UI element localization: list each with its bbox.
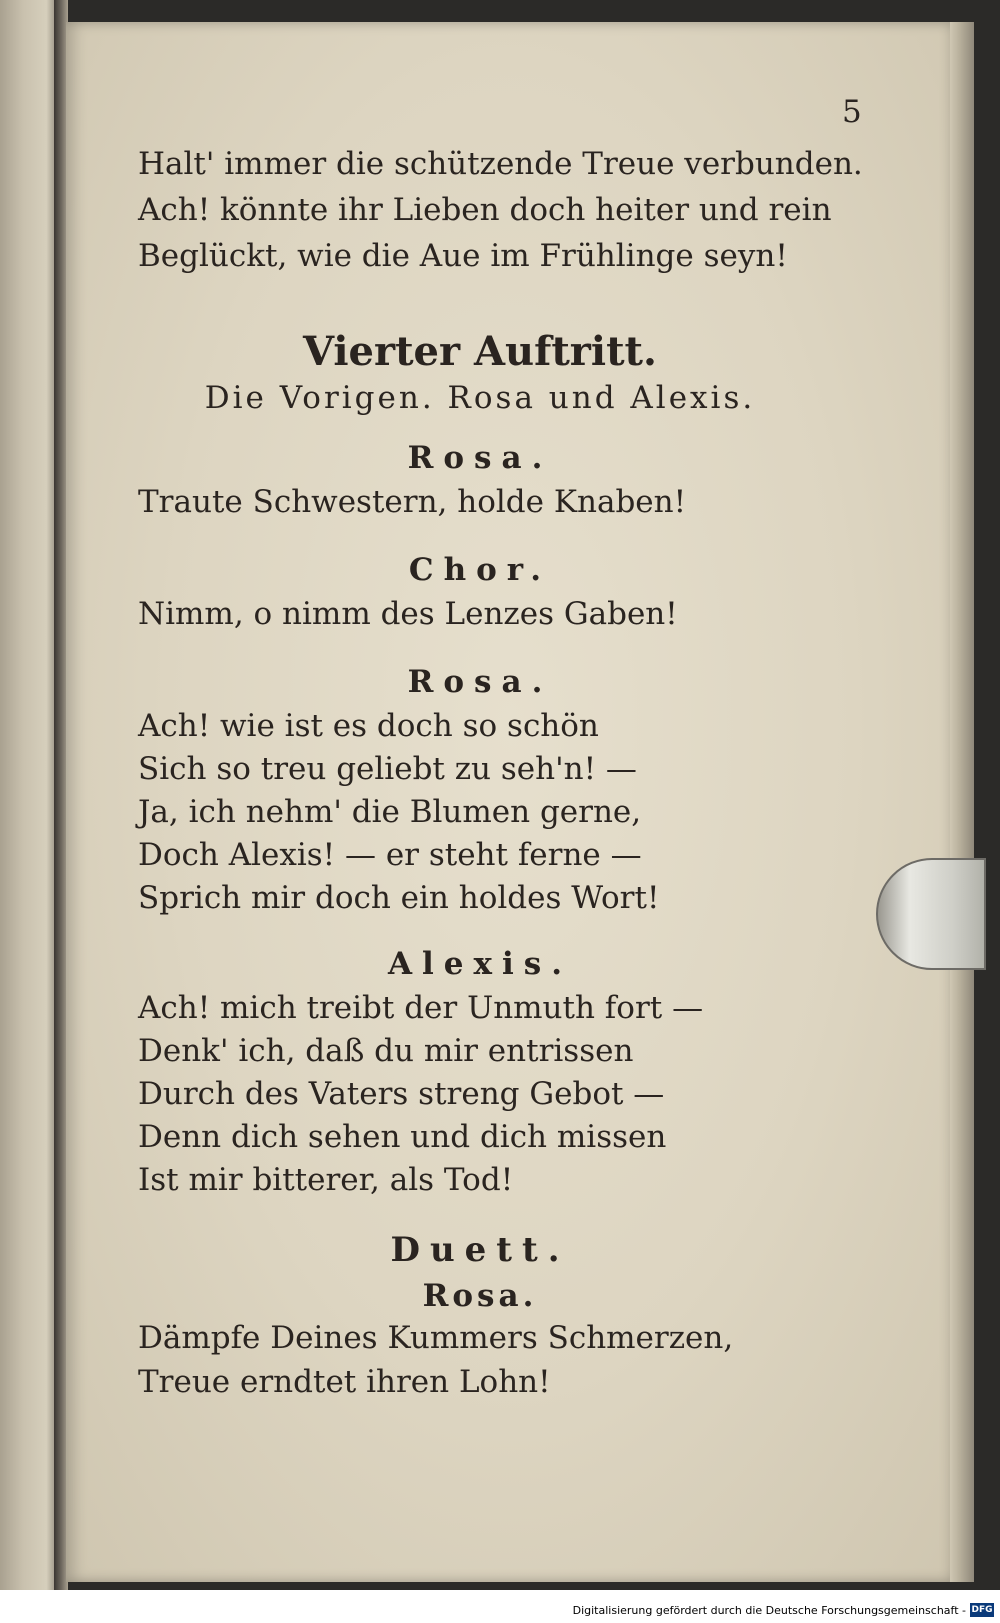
verse-line: Nimm, o nimm des Lenzes Gaben!	[138, 596, 678, 632]
verse-line: Sich so treu geliebt zu seh'n! —	[138, 751, 637, 787]
verse-line: Ach! wie ist es doch so schön	[138, 708, 599, 744]
page-number: 5	[842, 94, 862, 130]
scene-subtitle: Die Vorigen. Rosa und Alexis.	[204, 380, 756, 416]
verse-line: Doch Alexis! — er steht ferne —	[138, 837, 642, 873]
duet-title: Duett.	[390, 1230, 570, 1270]
funding-credit: Digitalisierung gefördert durch die Deutsche Forschungsgemeinschaft -	[572, 1604, 966, 1617]
verse-line: Sprich mir doch ein holdes Wort!	[138, 880, 660, 916]
verse-line: Dämpfe Deines Kummers Schmerzen,	[138, 1320, 734, 1356]
verse-line: Ist mir bitterer, als Tod!	[138, 1162, 514, 1198]
speaker-name: Chor.	[408, 552, 552, 588]
dfg-logo-icon: DFG	[971, 1605, 993, 1615]
verse-line: Treue erndtet ihren Lohn!	[138, 1364, 551, 1400]
verse-line: Durch des Vaters streng Gebot —	[138, 1076, 665, 1112]
verse-line: Ach! mich treibt der Unmuth fort —	[138, 990, 704, 1026]
verse-line: Ja, ich nehm' die Blumen gerne,	[138, 794, 642, 830]
verse-line: Denn dich sehen und dich missen	[138, 1119, 667, 1155]
verse-line: Traute Schwestern, holde Knaben!	[138, 484, 687, 520]
left-page-edge	[0, 0, 58, 1590]
speaker-name: Rosa.	[407, 664, 553, 700]
scene-title: Vierter Auftritt.	[303, 328, 657, 375]
speaker-name: Rosa.	[422, 1278, 538, 1314]
verse-line: Halt' immer die schützende Treue verbunden.	[138, 146, 863, 182]
page-stack-edge	[950, 22, 974, 1582]
verse-line: Ach! könnte ihr Lieben doch heiter und rein	[138, 192, 832, 228]
page-clip-icon	[876, 858, 986, 970]
verse-line: Beglückt, wie die Aue im Frühlinge seyn!	[138, 238, 788, 274]
speaker-name: Alexis.	[387, 946, 573, 982]
speaker-name: Rosa.	[407, 440, 553, 476]
verse-line: Denk' ich, daß du mir entrissen	[138, 1033, 634, 1069]
